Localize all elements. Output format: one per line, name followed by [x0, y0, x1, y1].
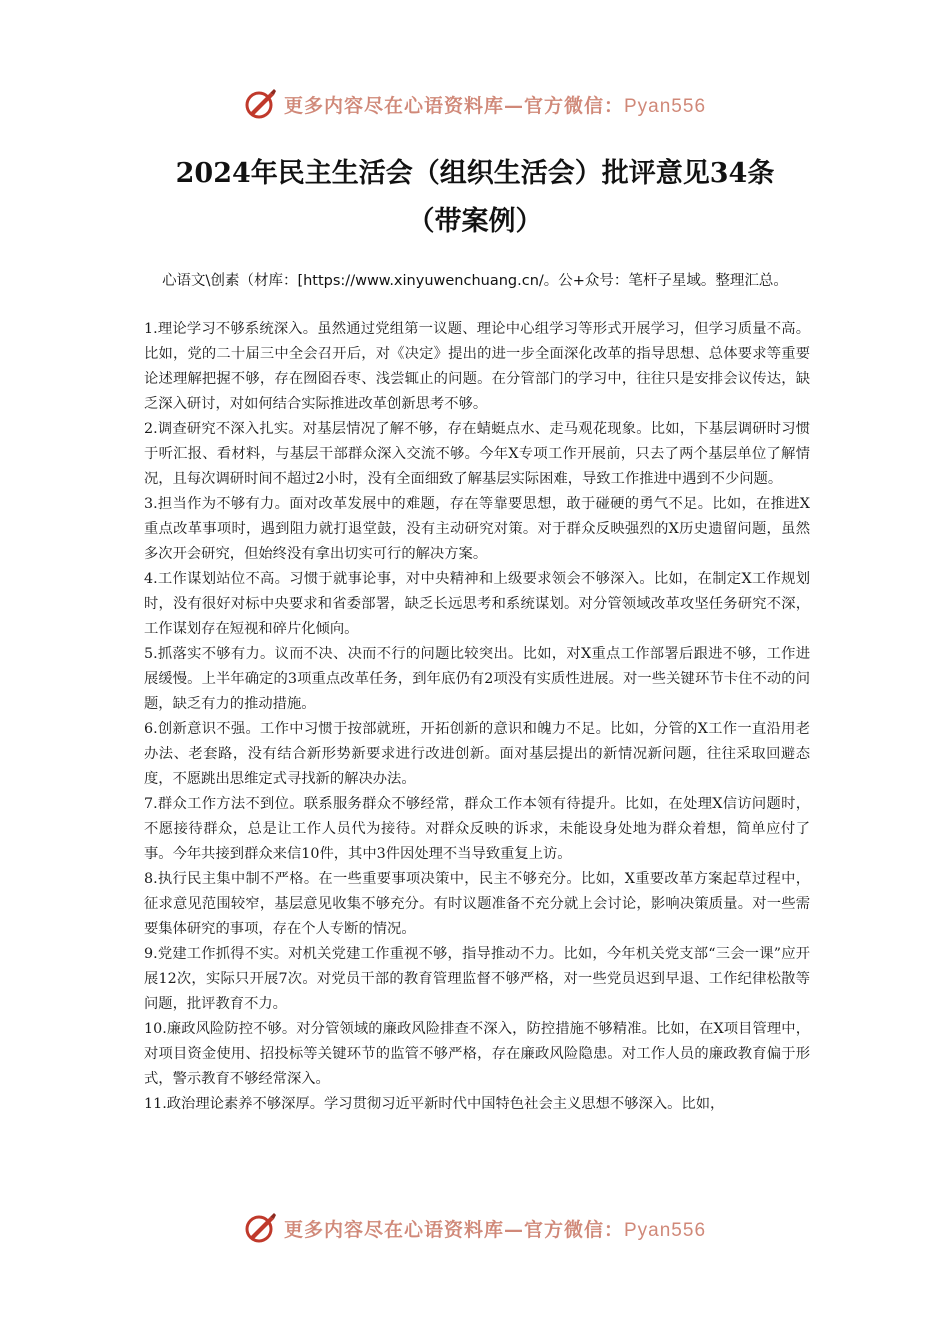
banner-wechat-id: Pyan556: [624, 95, 707, 117]
source-attribution: 心语文\创素（材库：[https://www.xinyuwenchuang.cn/。公+众号：笔杆子星域。整理汇总。: [162, 273, 788, 289]
paragraph: 11.政治理论素养不够深厚。学习贯彻习近平新时代中国特色社会主义思想不够深入。比如，: [144, 1096, 725, 1112]
document-title: [110, 150, 840, 246]
footer-banner: [0, 1206, 950, 1250]
title-line-1: 2024年民主生活会（组织生活会）批评意见34条: [175, 158, 775, 189]
paragraph: 7.群众工作方法不到位。联系服务群众不够经常，群众工作本领有待提升。比如，在处理X信访问题时，不愿接待群众，总是让工作人员代为接待。对群众反映的诉求，未能设身处地为群众着想，简单应付了事。今年共接到群众来信10件，其中3件因处理不当导致重复上访。: [144, 796, 810, 862]
paragraph: 3.担当作为不够有力。面对改革发展中的难题，存在等靠要思想，敢于碰硬的勇气不足。比如，在推进X重点改革事项时，遇到阻力就打退堂鼓，没有主动研究对策。对于群众反映强烈的X历史遗留问题，虽然多次开会研究，但始终没有拿出切实可行的解决方案。: [144, 496, 810, 562]
paragraph: 9.党建工作抓得不实。对机关党建工作重视不够，指导推动不力。比如，今年机关党支部“三会一课”应开展12次，实际只开展7次。对党员干部的教育管理监督不够严格，对一些党员迟到早退、工作纪律松散等问题，批评教育不力。: [144, 946, 810, 1012]
paragraph: 5.抓落实不够有力。议而不决、决而不行的问题比较突出。比如，对X重点工作部署后跟进不够，工作进展缓慢。上半年确定的3项重点改革任务，到年底仍有2项没有实质性进展。对一些关键环节卡住不动的问题，缺乏有力的推动措施。: [144, 646, 810, 712]
pen-logo-icon: [244, 87, 278, 121]
banner-text: [284, 1215, 706, 1242]
paragraph: 1.理论学习不够系统深入。虽然通过党组第一议题、理论中心组学习等形式开展学习，但学习质量不高。比如，党的二十届三中全会召开后，对《决定》提出的进一步全面深化改革的指导思想、总体要求等重要论述理解把握不够，存在囫囵吞枣、浅尝辄止的问题。在分管部门的学习中，往往只是安排会议传达，缺乏深入研讨，对如何结合实际推进改革创新思考不够。: [144, 321, 810, 412]
paragraph: 4.工作谋划站位不高。习惯于就事论事，对中央精神和上级要求领会不够深入。比如，在制定X工作规划时，没有很好对标中央要求和省委部署，缺乏长远思考和系统谋划。对分管领域改革攻坚任务研究不深，工作谋划存在短视和碎片化倾向。: [144, 571, 810, 637]
document-body: [144, 317, 810, 1117]
banner-text: [284, 91, 706, 118]
banner-wechat-id: Pyan556: [624, 1219, 707, 1241]
paragraph: 10.廉政风险防控不够。对分管领域的廉政风险排查不深入，防控措施不够精准。比如，在X项目管理中，对项目资金使用、招投标等关键环节的监管不够严格，存在廉政风险隐患。对工作人员的廉政教育偏于形式，警示教育不够经常深入。: [144, 1021, 810, 1087]
title-line-2: （带案例）: [407, 206, 543, 237]
banner-slogan: 更多内容尽在心语资料库—官方微信：: [283, 94, 624, 117]
banner-slogan: 更多内容尽在心语资料库—官方微信：: [283, 1218, 624, 1241]
paragraph: 6.创新意识不强。工作中习惯于按部就班，开拓创新的意识和魄力不足。比如，分管的X工作一直沿用老办法、老套路，没有结合新形势新要求进行改进创新。面对基层提出的新情况新问题，往往采取回避态度，不愿跳出思维定式寻找新的解决办法。: [144, 721, 810, 787]
pen-logo-icon: [244, 1211, 278, 1245]
paragraph: 8.执行民主集中制不严格。在一些重要事项决策中，民主不够充分。比如，X重要改革方案起草过程中，征求意见范围较窄，基层意见收集不够充分。有时议题准备不充分就上会讨论，影响决策质量。对一些需要集体研究的事项，存在个人专断的情况。: [144, 871, 810, 937]
header-banner: [0, 82, 950, 126]
paragraph: 2.调查研究不深入扎实。对基层情况了解不够，存在蜻蜓点水、走马观花现象。比如，下基层调研时习惯于听汇报、看材料，与基层干部群众深入交流不够。今年X专项工作开展前，只去了两个基层单位了解情况，且每次调研时间不超过2小时，没有全面细致了解基层实际困难，导致工作推进中遇到不少问题。: [144, 421, 810, 487]
